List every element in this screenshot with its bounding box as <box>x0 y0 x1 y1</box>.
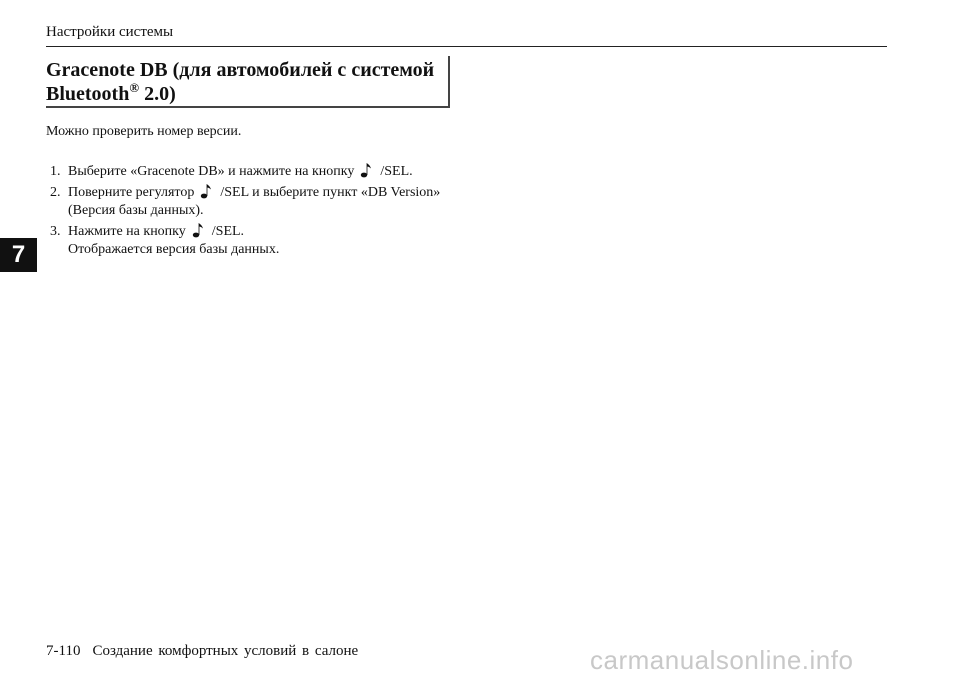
step-continuation: Отображается версия базы данных. <box>68 242 280 257</box>
step-item <box>50 162 413 181</box>
step-number: 3. <box>50 224 61 239</box>
section-heading-line2-rest: 2.0) <box>139 83 176 105</box>
step-continuation: (Версия базы данных). <box>68 203 204 218</box>
music-note-icon <box>192 222 204 238</box>
page-number: 7-110 <box>46 643 81 659</box>
music-note-icon <box>360 162 372 178</box>
page-footer <box>46 643 358 660</box>
section-heading-line2: Bluetooth <box>46 83 130 105</box>
step-text: Выберите «Gracenote DB» и нажмите на кнопку <box>68 164 355 179</box>
music-note-icon <box>200 183 212 199</box>
step-item <box>50 183 440 220</box>
step-text: Поверните регулятор <box>68 185 195 200</box>
section-heading-line1: Gracenote DB (для автомобилей с системой <box>46 59 435 81</box>
section-heading <box>46 58 434 106</box>
registered-mark: ® <box>129 80 140 95</box>
header-divider <box>46 46 887 47</box>
step-text-after: /SEL. <box>380 164 413 179</box>
footer-chapter-title: Создание комфортных условий в салоне <box>92 643 359 659</box>
step-number: 2. <box>50 185 61 200</box>
step-item <box>50 222 279 259</box>
step-text: Нажмите на кнопку <box>68 224 186 239</box>
step-number: 1. <box>50 164 61 179</box>
step-text-after: /SEL и выберите пункт «DB Version» <box>220 185 441 200</box>
watermark: carmanualsonline.info <box>590 645 854 675</box>
running-header: Настройки системы <box>46 24 174 40</box>
intro-text: Можно проверить номер версии. <box>46 124 242 139</box>
chapter-tab: 7 <box>0 238 37 272</box>
step-text-after: /SEL. <box>211 224 245 239</box>
